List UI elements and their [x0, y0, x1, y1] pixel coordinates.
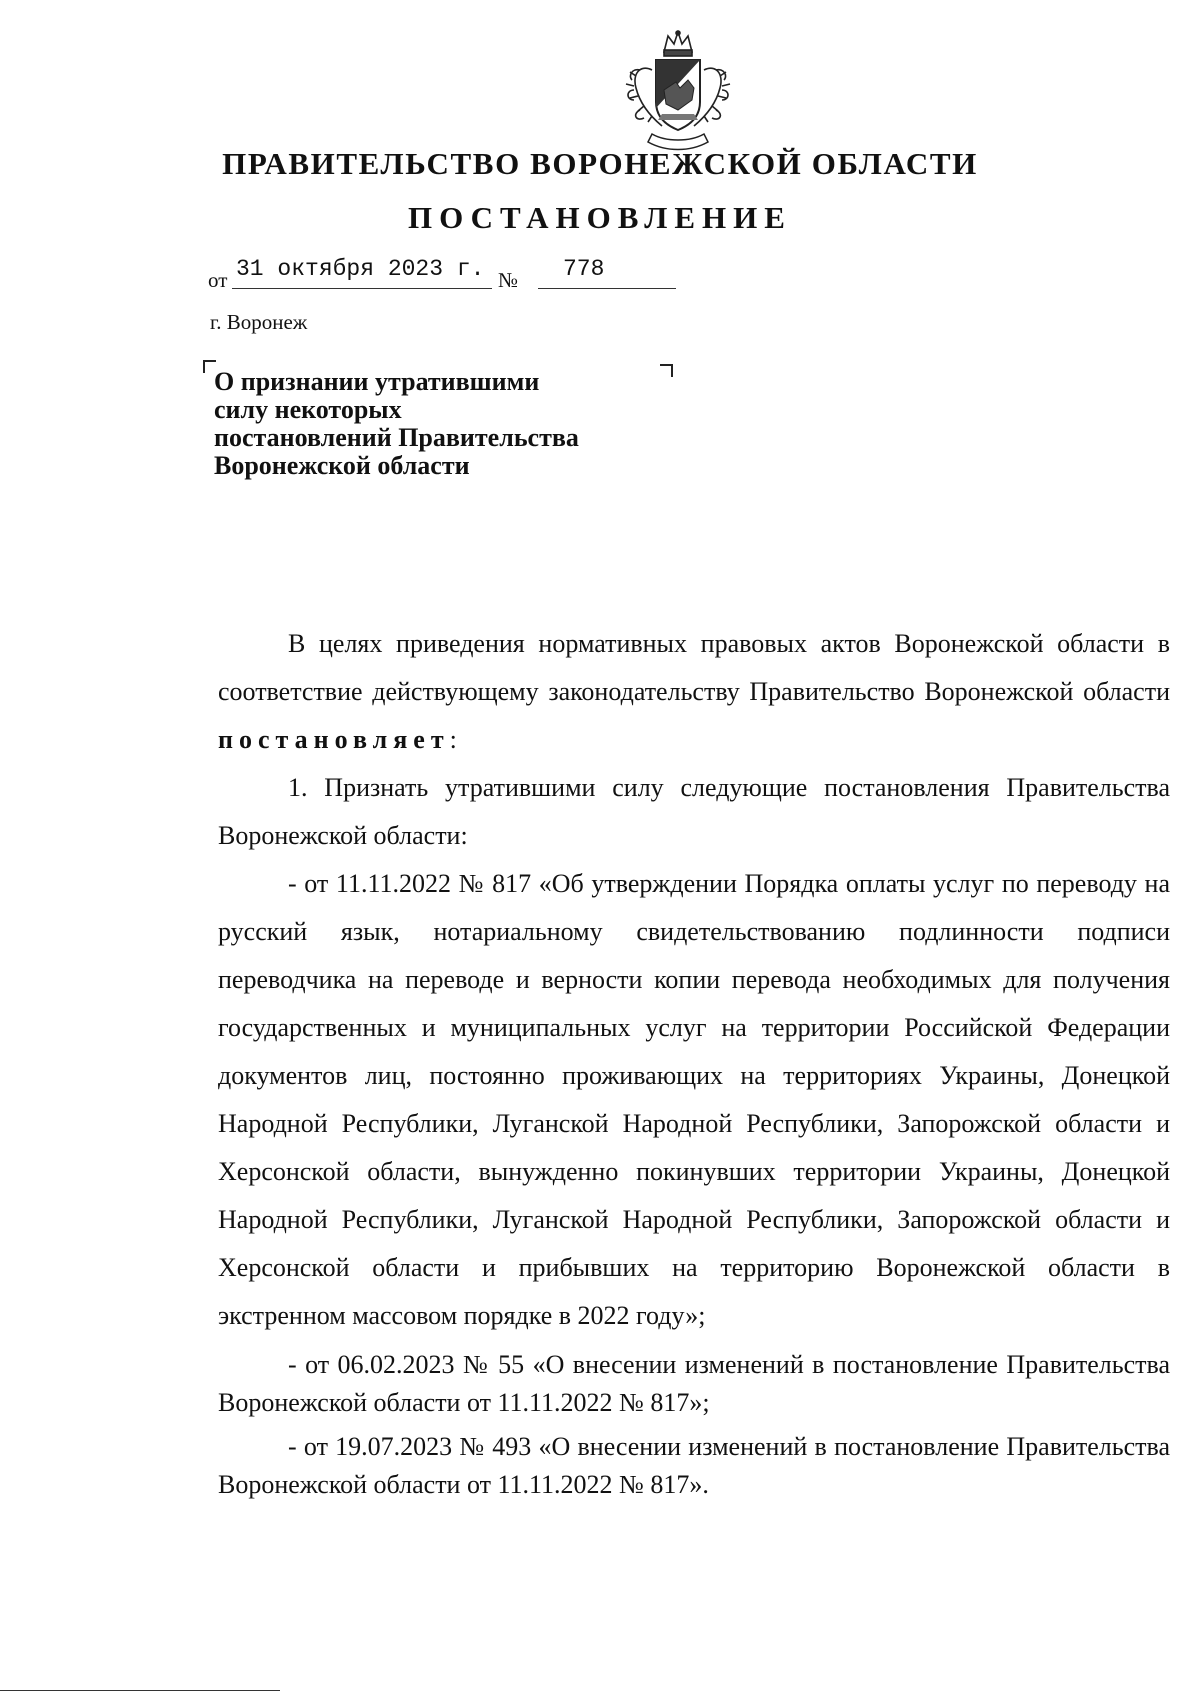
government-name: ПРАВИТЕЛЬСТВО ВОРОНЕЖСКОЙ ОБЛАСТИ — [222, 146, 978, 181]
subject-line: силу некоторых — [214, 395, 402, 424]
intro-text: В целях приведения нормативных правовых актов Воронежской области в соответствие действующему законодательству Правительство Воронежской области — [218, 629, 1170, 706]
city-name: г. Воронеж — [210, 310, 308, 334]
subject-line: Воронежской области — [214, 451, 470, 480]
repealed-decree-1: - от 11.11.2022 № 817 «Об утверждении Порядка оплаты услуг по переводу на русский язык, нотариальному свидетельствованию подлинности подписи переводчика на переводе и верности копии перевода необходимых для получения государственных и муниципальных услуг на территории Российской Федерации документов лиц, постоянно проживающих на территориях Украины, Донецкой Народной Республики, Луганской Народной Республики, Запорожской области и Херсонской области, вынужденно покинувших территории Украины, Донецкой Народной Республики, Луганской Народной Республики, Запорожской области и Херсонской области и прибывших на территорию Воронежской области в экстренном массовом порядке в 2022 году»; — [218, 869, 1170, 1330]
decree-number: 778 — [563, 256, 605, 282]
decree-subject — [214, 368, 694, 480]
subject-line: постановлений Правительства — [214, 423, 579, 452]
intro-paragraph — [218, 620, 1170, 764]
decree-date: 31 октября 2023 г. — [236, 256, 485, 282]
date-number-line — [208, 256, 678, 296]
intro-end: : — [449, 725, 457, 754]
decree-body — [218, 620, 1170, 1504]
item-1-paragraph: 1. Признать утратившими силу следующие постановления Правительства Воронежской области: — [218, 773, 1170, 850]
number-underline — [538, 288, 676, 289]
number-sign-label: № — [498, 268, 519, 292]
subject-line: О признании утратившими — [214, 367, 540, 396]
resolves-keyword: постановляет — [218, 725, 450, 754]
footer-divider — [0, 1690, 280, 1691]
repealed-decree-2: - от 06.02.2023 № 55 «О внесении изменений в постановление Правительства Воронежской области от 11.11.2022 № 817»; — [218, 1350, 1170, 1417]
document-type-title: ПОСТАНОВЛЕНИЕ — [408, 200, 792, 235]
date-prefix-label: от — [208, 268, 228, 292]
date-underline — [232, 288, 492, 289]
repealed-decree-3: - от 19.07.2023 № 493 «О внесении изменений в постановление Правительства Воронежской области от 11.11.2022 № 817». — [218, 1432, 1170, 1499]
voronezh-coat-of-arms-icon — [622, 30, 734, 154]
